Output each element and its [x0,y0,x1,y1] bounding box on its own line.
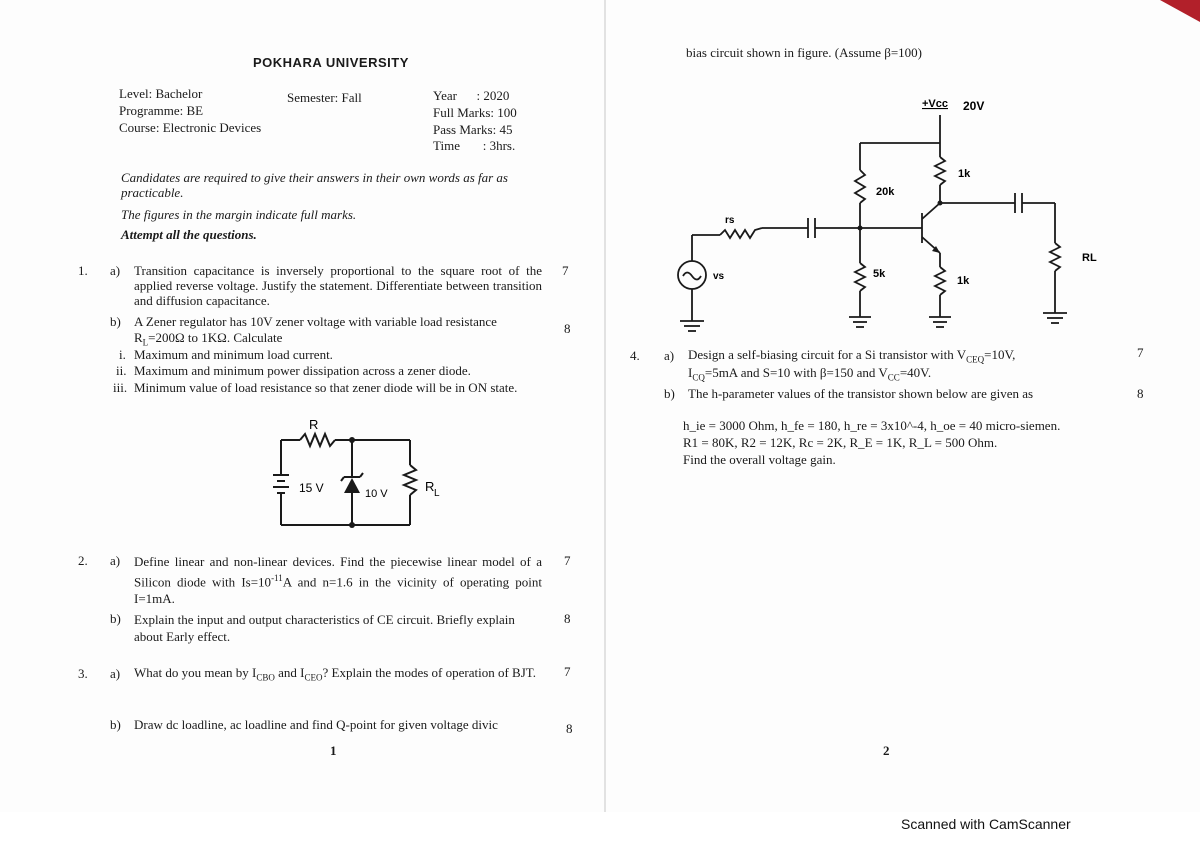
q3a-label: a) [110,666,121,681]
zener-regulator-circuit [255,415,455,535]
instruction-attempt: Attempt all the questions. [121,227,257,242]
q1-item-i-label: i. [119,347,126,362]
instruction-answers: Candidates are required to give their answers in their own words as far as practicable. [121,170,508,200]
circuit-r-label: R [309,417,319,432]
q1-item-i-text: Maximum and minimum load current. [134,347,333,362]
q4a-label: a) [664,348,675,363]
q1-item-ii-text: Maximum and minimum power dissipation across a zener diode. [134,363,471,378]
rc-label: 1k [958,168,971,180]
q1a-marks: 7 [562,263,569,278]
continuation-text: bias circuit shown in figure. (Assume β=100) [686,45,922,60]
time: Time : 3hrs. [433,138,516,153]
q4b-resistors: R1 = 80K, R2 = 12K, Rc = 2K, R_E = 1K, R_L = 500 Ohm. [683,435,998,450]
university-title: POKHARA UNIVERSITY [253,55,409,70]
q4a-part1: Design a self-biasing circuit for a Si transistor with V [688,347,967,362]
course: Course: Electronic Devices [119,120,262,135]
circuit-zener-label: 10 V [365,488,388,500]
vcc-value: 20V [963,99,985,113]
q2a-marks: 7 [564,553,571,568]
q4a-text-line2 [688,365,931,386]
q2b-marks: 8 [564,611,571,626]
full-marks: Full Marks: 100 [433,105,517,120]
q4-number: 4. [630,348,640,363]
q3-number: 3. [78,666,88,681]
q3b-marks: 8 [566,721,573,736]
q2a-label: a) [110,553,121,568]
instruction-marks: The figures in the margin indicate full marks. [121,207,357,222]
r1-label: 20k [876,186,895,198]
q3a-part1: What do you mean by I [134,665,257,680]
q4b-marks: 8 [1137,386,1144,401]
q4a-icq-sub: CQ [692,372,705,383]
q2a-exponent: -11 [271,573,283,583]
q4a-line2-end: =40V. [899,365,932,380]
level: Level: Bachelor [119,86,203,101]
q2b-label: b) [110,611,121,626]
circuit-rl-subscript: L [434,488,440,499]
q1-item-iii-label: iii. [113,380,128,395]
q3a-part2: and I [274,665,305,680]
q4a-icq: I [688,365,693,380]
rs-label: rs [725,215,735,226]
q2a-text [134,553,542,607]
q4a-line2-mid: =5mA and S=10 with β=150 and V [704,365,888,380]
q2-number: 2. [78,553,88,568]
camscanner-watermark: Scanned with CamScanner [901,816,1071,832]
q4a-part2: =10V, [984,347,1016,362]
q3b-text: Draw dc loadline, ac loadline and find Q-point for given voltage divic [134,717,498,732]
programme: Programme: BE [119,103,204,118]
voltage-divider-bias-circuit [670,95,1100,340]
rl-subscript: L [142,337,149,348]
q4a-vcc-sub: CC [887,372,900,383]
q4a-marks: 7 [1137,345,1144,360]
q1-item-ii-label: ii. [116,363,127,378]
year: Year : 2020 [433,88,510,103]
q3b-label: b) [110,717,121,732]
vcc-label: +Vcc [922,98,948,110]
circuit-rl-label: R [425,479,435,494]
q1-item-iii-text: Minimum value of load resistance so that zener diode will be in ON state. [134,380,518,395]
q2b-text: Explain the input and output characteristics of CE circuit. Briefly explain about Early effect. [134,612,515,644]
q3a-part3: ? Explain the modes of operation of BJT. [322,665,536,680]
semester: Semester: Fall [287,90,362,105]
q1a-label: a) [110,263,121,278]
pass-marks: Pass Marks: 45 [433,122,513,137]
rl-range: =200Ω to 1KΩ. Calculate [148,330,283,345]
q3a-iceo-sub: CEO [304,672,323,683]
right-page-number: 2 [883,743,890,758]
vs-label: vs [713,271,725,282]
q2a-text-part2: A and n=1.6 in the vicinity of operating point I=1mA. [134,574,542,607]
q4b-label: b) [664,386,675,401]
q1b-text-line1: A Zener regulator has 10V zener voltage with variable load resistance [134,314,497,329]
page-fold [604,0,606,812]
re-label: 1k [957,275,970,287]
left-page-number: 1 [330,743,337,758]
q4b-text: The h-parameter values of the transistor shown below are given as [688,386,1034,401]
q1b-marks: 8 [564,321,571,336]
q2a-text-part1: Define linear and non-linear devices. Find the piecewise linear model of a Silicon diode with Is=10 [134,554,542,590]
q1-number: 1. [78,263,88,278]
circuit-source-label: 15 V [299,481,324,495]
q4b-find: Find the overall voltage gain. [683,452,836,467]
rl-label: RL [1082,252,1097,264]
q3a-icbo-sub: CBO [256,672,275,683]
q1a-text: Transition capacitance is inversely proportional to the square root of the applied reverse voltage. Justify the statement. Differentiate between transition and diffusion capacitance. [134,263,542,308]
q3a-text [134,664,539,687]
q3a-marks: 7 [564,664,571,679]
r2-label: 5k [873,268,886,280]
scan-corner-mark [1160,0,1200,22]
q4a-vceq-sub: CEQ [966,354,985,365]
q4b-h-parameters: h_ie = 3000 Ohm, h_fe = 180, h_re = 3x10^-4, h_oe = 40 micro-siemen. [683,418,1061,433]
rl-symbol: R [134,330,143,345]
q1b-label: b) [110,314,121,329]
left-page [0,0,604,812]
